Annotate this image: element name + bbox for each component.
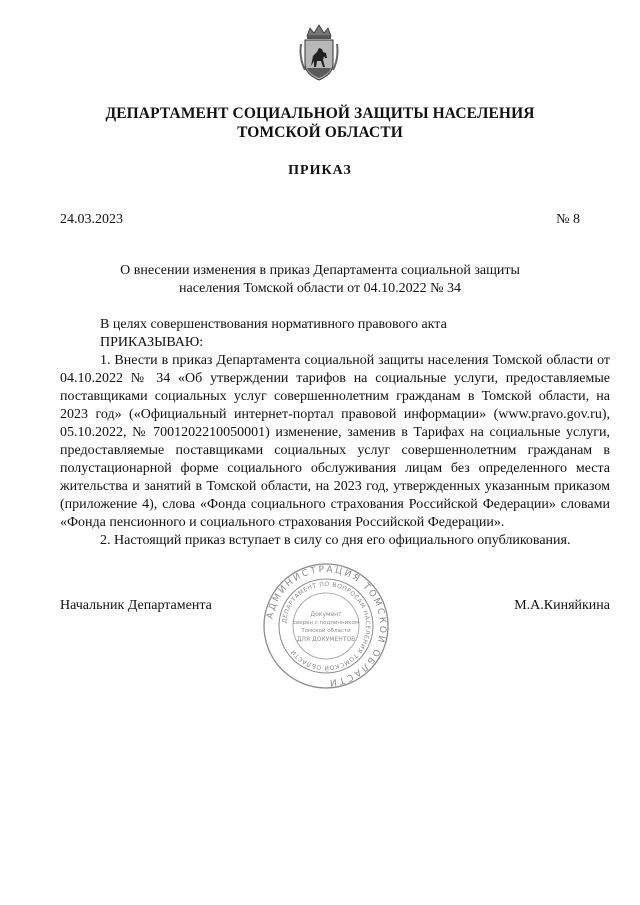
- order-title: [90, 262, 550, 298]
- department-heading: [60, 104, 580, 142]
- order-word: ПРИКАЗЫВАЮ:: [100, 335, 204, 350]
- order-date: 24.03.2023: [60, 212, 123, 227]
- signatory-name: М.А.Киняйкина: [514, 598, 610, 613]
- signature-row: [60, 598, 610, 614]
- order-title-line1: О внесении изменения в приказ Департамента социальной защиты: [120, 263, 520, 278]
- stamp-center-line4: ДЛЯ ДОКУМЕНТОВ: [296, 636, 356, 643]
- order-body: [60, 316, 610, 550]
- department-heading-line1: ДЕПАРТАМЕНТ СОЦИАЛЬНОЙ ЗАЩИТЫ НАСЕЛЕНИЯ: [105, 105, 535, 122]
- stamp-outer-text: АДМИНИСТРАЦИЯ ТОМСКОЙ ОБЛАСТИ: [265, 564, 388, 688]
- order-title-line2: населения Томской области от 04.10.2022 № 34: [179, 281, 461, 296]
- signatory-position: Начальник Департамента: [60, 598, 212, 613]
- stamp-ring-text: ДЕПАРТАМЕНТ ПО ВОПРОСАМ НАСЕЛЕНИЯ ТОМСКОЙ ОБЛАСТИ: [281, 580, 372, 672]
- date-number-row: [60, 212, 580, 228]
- order-number: № 8: [556, 212, 580, 227]
- official-stamp: [262, 562, 390, 690]
- order-item-1: 1. Внести в приказ Департамента социальной защиты населения Томской области от 04.10.2022 № 34 «Об утверждении тарифов на социальные услуги, предоставляемые поставщиками социальных услуг совершеннолетним гражданам в Томской области, на 2023 год» («Официальный интернет-портал правовой информации» (www.pravo.gov.ru), 05.10.2022, № 7001202210050001) изменение, заменив в Тарифах на социальные услуги, предоставляемые поставщиками социальных услуг совершеннолетним гражданам в полустационарной форме социального обслуживания лицам без определенного места жительства и занятий в Томской области, на 2023 год, утвержденных указанным приказом (приложение 4), слова «Фонда социального страхования Российской Федерации» словами «Фонда пенсионного и социального страхования Российской Федерации».: [60, 353, 610, 530]
- stamp-center-line3: Томской области: [301, 628, 351, 634]
- stamp-center-line2: сверен с подлинником: [292, 620, 360, 626]
- department-heading-line2: ТОМСКОЙ ОБЛАСТИ: [237, 124, 403, 141]
- order-item-2: 2. Настоящий приказ вступает в силу со дня его официального опубликования.: [100, 533, 571, 548]
- coat-of-arms-icon: [297, 22, 341, 84]
- preamble: В целях совершенствования нормативного правового акта: [100, 317, 447, 332]
- document-type: ПРИКАЗ: [288, 163, 352, 178]
- stamp-center-line1: Документ: [310, 611, 342, 618]
